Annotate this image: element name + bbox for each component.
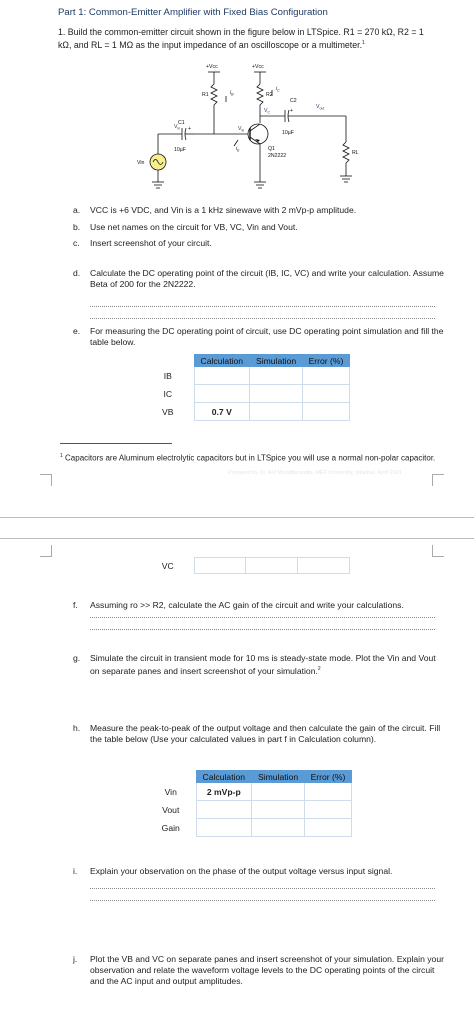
page-title: Part 1: Common-Emitter Amplifier with Fixed Bias Configuration	[58, 7, 328, 18]
answer-line[interactable]	[90, 900, 435, 901]
vout-net-label: $V_{out}$	[316, 104, 325, 111]
rl-label: RL	[352, 150, 359, 156]
vin-source-label: Vin	[137, 160, 145, 166]
vin-net-label: $V_{in}$	[174, 124, 181, 131]
page-corner	[40, 474, 52, 486]
table-row: IC	[142, 385, 350, 403]
ac-gain-table	[146, 770, 352, 837]
c2-value: 10µF	[282, 130, 294, 136]
answer-line[interactable]	[90, 629, 435, 630]
r2-label: R2	[266, 92, 273, 98]
page-corner	[40, 545, 52, 557]
page-corner	[432, 474, 444, 486]
watermark: Prepared by Dr. Arif Muzaffaroudin, MEF University, Istanbul, April 2021	[228, 470, 403, 476]
dc-operating-point-table-continued	[142, 557, 350, 574]
vb-label: $V_B$	[238, 126, 244, 133]
q1-label: Q1	[268, 146, 275, 152]
vc-label: $V_C$	[264, 108, 270, 115]
table-row: Vin 2 mVp-p	[146, 783, 352, 801]
col-error: Error (%)	[304, 771, 351, 783]
c1-label: C1	[178, 120, 185, 126]
answer-line[interactable]	[90, 617, 435, 618]
c1-plus: +	[188, 126, 192, 132]
answer-line[interactable]	[90, 318, 435, 319]
col-error: Error (%)	[302, 355, 349, 367]
table-row: Vout	[146, 801, 352, 819]
q1-part: 2N2222	[268, 153, 287, 159]
question-text: Build the common-emitter circuit shown in the figure below in LTSpice. R1 = 270 kΩ, R2 = 1 kΩ, and RL = 1 MΩ as the input impedance of an oscilloscope or a multimeter.	[58, 27, 424, 50]
circuit-diagram	[130, 58, 370, 198]
ib-label: $i_B$	[230, 90, 234, 97]
footnote-ref: 1	[362, 40, 365, 46]
col-calculation: Calculation	[196, 771, 252, 783]
dc-operating-point-table	[142, 354, 350, 421]
table-row: IB	[142, 367, 350, 385]
question-number: 1.	[58, 27, 66, 37]
col-simulation: Simulation	[250, 355, 303, 367]
question-1	[58, 27, 438, 51]
ie-label: $i_E$	[236, 146, 240, 153]
table-row: VB 0.7 V	[142, 403, 350, 421]
footnote-divider	[60, 443, 172, 444]
ic-label: $i_C$	[276, 86, 280, 93]
vcc-label-2: +Vcc	[252, 64, 264, 70]
page-corner	[432, 545, 444, 557]
c2-plus: +	[290, 108, 294, 114]
r1-label: R1	[202, 92, 209, 98]
answer-line[interactable]	[90, 306, 435, 307]
vcc-label-1: +Vcc	[206, 64, 218, 70]
col-calculation: Calculation	[194, 355, 250, 367]
c2-label: C2	[290, 98, 297, 104]
footnote: $^1$ Capacitors are Aluminum electrolytic capacitors but in LTSpice you will use a normal non-polar capacitor.	[60, 453, 436, 463]
table-row: VC	[142, 558, 350, 574]
page-break	[0, 517, 474, 539]
col-simulation: Simulation	[252, 771, 305, 783]
c1-value: 10µF	[174, 147, 186, 153]
table-row: Gain	[146, 819, 352, 837]
answer-line[interactable]	[90, 888, 435, 889]
